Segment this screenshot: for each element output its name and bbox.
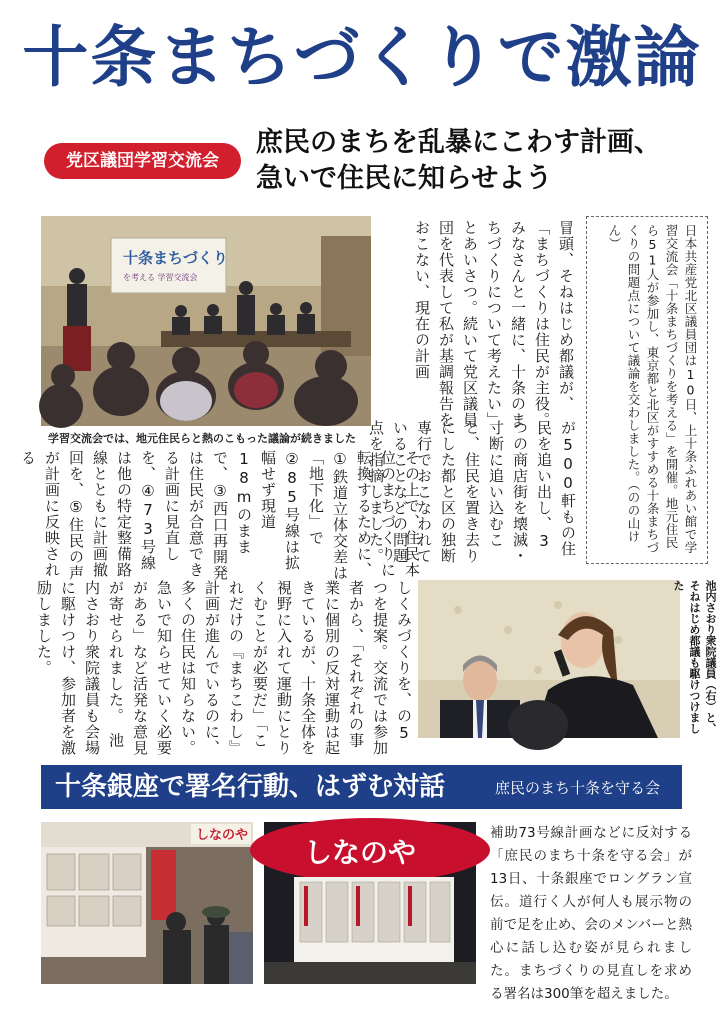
subhead-line-1: 庶民のまちを乱暴にこわす計画、: [256, 127, 661, 158]
subhead-line-2: 急いで住民に知らせよう: [256, 163, 553, 194]
lead-byline: （のの山けん）: [607, 224, 641, 543]
lead-text: [593, 224, 700, 554]
shop-sign-1: しなのや: [196, 828, 249, 843]
banner-title: 十条銀座で署名行動、はずむ対話: [55, 772, 446, 802]
sign-text-2: を考える 学習交流会: [123, 273, 198, 282]
headline: 十条まちづくりで激論: [22, 19, 702, 96]
shop-front-photo: [264, 822, 476, 984]
sign-text-1: 十条まちづくり: [123, 249, 228, 267]
article-lower-right: その上で、住民本位のまちづくりに転換するために、①鉄道立体交差は「地下化」で②85号線は拡幅せず現道18mのままで、③西口再開発は住民が合意できる計画に見直しを、④73号線は他の特定整備路線とともに計画撤回を、⑤住民の声が計画に反映される: [19, 450, 421, 581]
section-banner: [41, 765, 682, 809]
lead-body: 日本共産党北区議員団は10日、上十条ふれあい館で学習交流会「十条まちづくりを考える」を開催。地元住民ら51人が参加し、東京都と北区がすすめる十条まちづくりの問題点について議論を交わしました。: [626, 224, 698, 554]
article-upper-left: が500軒もの住民を追い出し、3つの商店街を壊滅・寸断に追い込むこと、住民を置き去りにした都と区の独断専行でおこなわれていることなどの問題点を指摘しました。: [367, 420, 577, 564]
shop-sign-2: しなのや: [304, 836, 417, 869]
street-display-photo: [41, 822, 253, 984]
banner-organization: 庶民のまち十条を守る会: [494, 779, 660, 797]
guests-photo: [418, 580, 680, 738]
guests-photo-caption: 池内さおり衆院議員（右）と、そねはじめ都議も駆けつけました: [672, 580, 717, 734]
article2-text: 補助73号線計画などに反対する「庶民のまち十条を守る会」が13日、十条銀座でロングラン宣伝。道行く人が何人も展示物の前で足を止め、会のメンバーと熱心に話し込む姿が見られました。まちづくりの見直しを求める署名は300筆を超えました。: [490, 825, 692, 1002]
event-badge: 党区議団学習交流会: [44, 143, 241, 179]
article-upper-right: 冒頭、そねはじめ都議が、「まちづくりは住民が主役。みなさんと一緒に、十条のまちづくりについて考えたい」とあいさつ。続いて党区議員団を代表して私が基調報告をおこない、現在の計画: [413, 220, 575, 428]
meeting-photo-caption: 学習交流会では、地元住民らと熱のこもった議論が続きました: [48, 432, 356, 445]
article-lower-left: しくみづくりを、の5つを提案。交流では参加者から、「それぞれの事業に個別の反対運動は起きているが、十条全体を視野に入れて運動にとりくむことが必要だ」「これだけの『まちこわし』計画が進んでいるのに、多くの住民は知らない。急いで知らせていく必要がある」など活発な意見が寄せられました。 池内さおり衆院議員も会場に駆けつけ、参加者を激励しました。: [35, 580, 413, 756]
meeting-photo: [41, 216, 371, 426]
